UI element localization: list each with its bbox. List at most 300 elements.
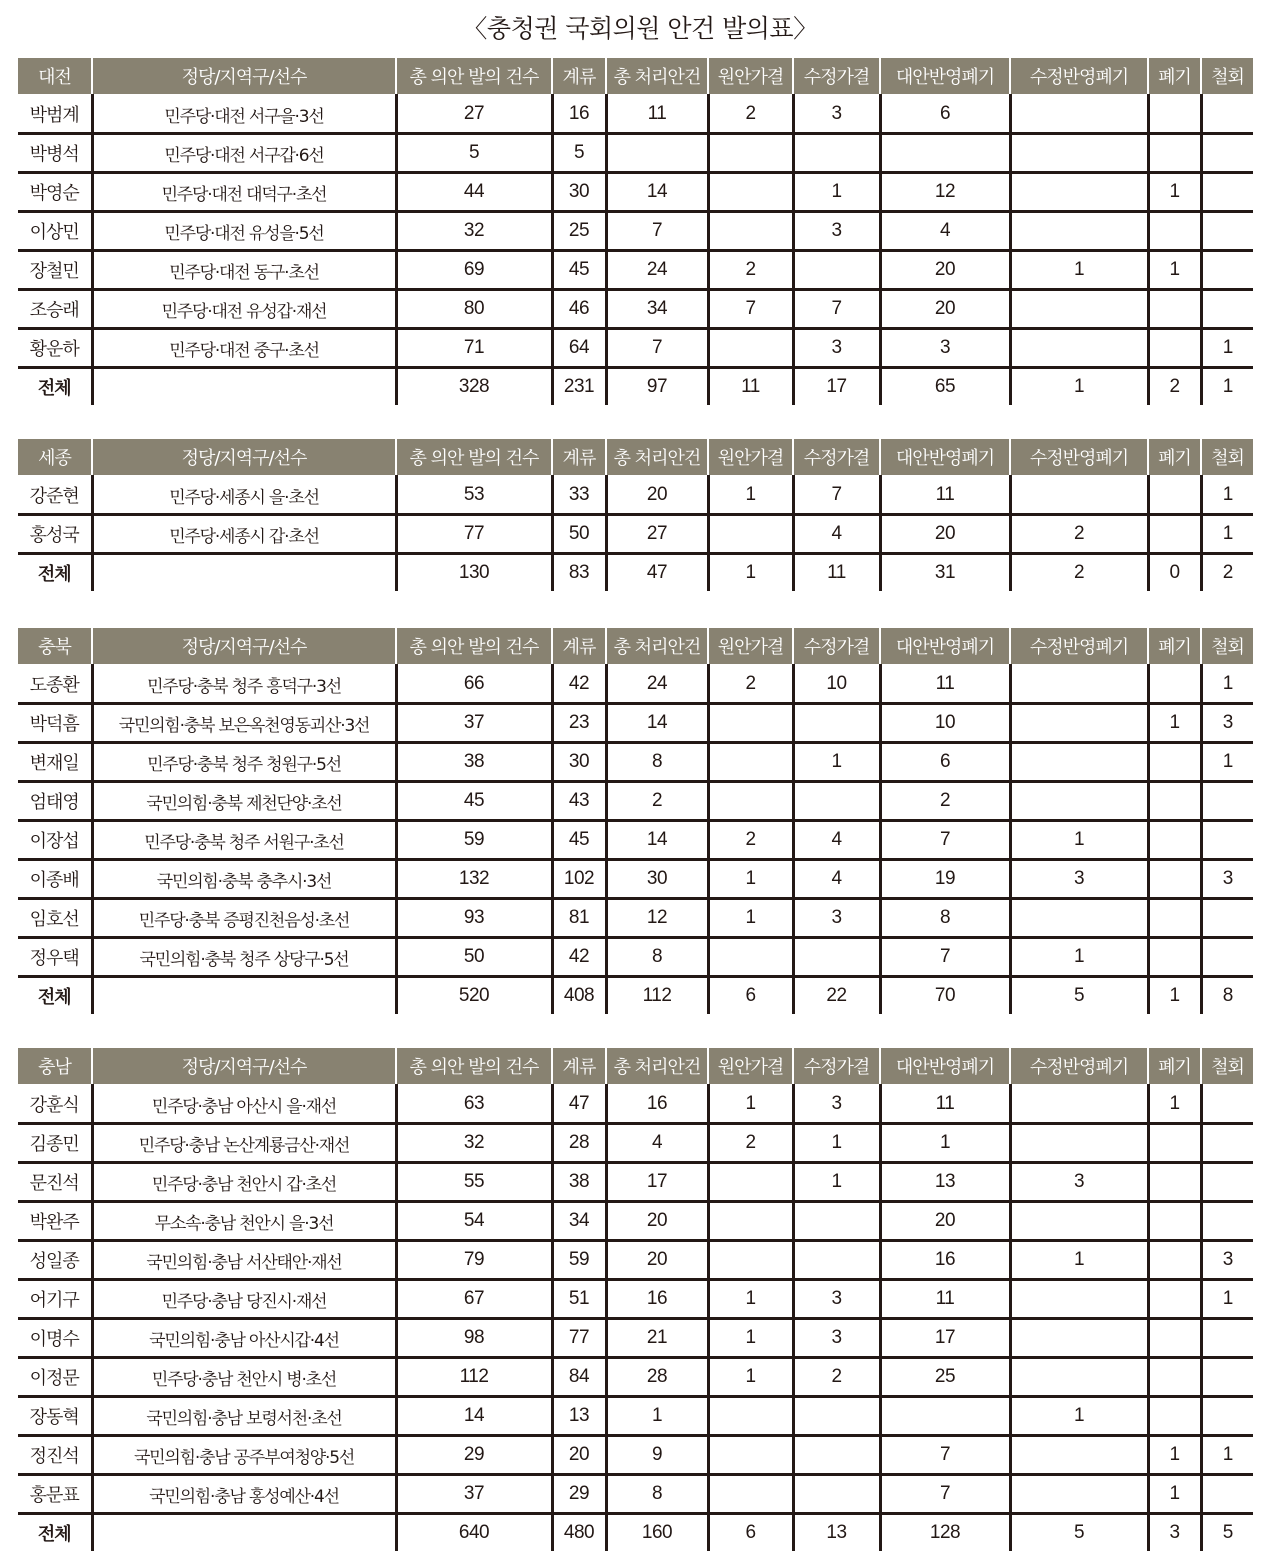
value-cell: 128 (880, 1514, 1010, 1551)
value-cell (1201, 1085, 1253, 1124)
value-cell: 3 (793, 329, 880, 368)
value-cell: 20 (880, 251, 1010, 290)
member-name: 박병석 (18, 134, 92, 173)
page-title: 〈충청권 국회의원 안건 발의표〉 (462, 14, 818, 43)
value-cell (708, 1163, 793, 1202)
value-cell (606, 134, 708, 173)
value-cell: 8 (880, 899, 1010, 938)
table-row (18, 860, 1253, 899)
value-cell: 2 (708, 95, 793, 134)
region-header: 대전 (18, 58, 92, 95)
column-header: 계류 (552, 1048, 606, 1085)
total-label: 전체 (37, 378, 71, 399)
value-cell: 80 (396, 290, 552, 329)
value-cell: 17 (606, 1163, 708, 1202)
value-cell: 1 (1148, 251, 1201, 290)
value-cell (1201, 212, 1253, 251)
table-row (18, 173, 1253, 212)
column-header: 대안반영폐기 (880, 628, 1010, 665)
member-name: 엄태영 (18, 782, 92, 821)
column-header: 원안가결 (708, 628, 793, 665)
value-cell (1010, 1280, 1148, 1319)
value-cell: 17 (793, 368, 880, 406)
column-header: 수정가결 (793, 1048, 880, 1085)
value-cell: 38 (552, 1163, 606, 1202)
value-cell: 13 (552, 1397, 606, 1436)
value-cell: 51 (552, 1280, 606, 1319)
table-header-row (18, 628, 1253, 665)
column-header: 폐기 (1148, 628, 1201, 665)
value-cell (1010, 1085, 1148, 1124)
value-cell (708, 134, 793, 173)
column-header: 수정가결 (793, 58, 880, 95)
value-cell: 79 (396, 1241, 552, 1280)
value-cell: 3 (1201, 860, 1253, 899)
value-cell (708, 1397, 793, 1436)
value-cell: 4 (793, 821, 880, 860)
member-name: 장철민 (18, 251, 92, 290)
value-cell: 1 (1010, 938, 1148, 977)
value-cell: 2 (708, 1124, 793, 1163)
value-cell: 64 (552, 329, 606, 368)
value-cell: 1 (793, 1163, 880, 1202)
value-cell: 130 (396, 554, 552, 592)
table-row (18, 704, 1253, 743)
value-cell: 30 (606, 860, 708, 899)
value-cell: 12 (880, 173, 1010, 212)
value-cell (1201, 1319, 1253, 1358)
table-row (18, 1319, 1253, 1358)
value-cell: 34 (552, 1202, 606, 1241)
value-cell: 21 (606, 1319, 708, 1358)
value-cell (708, 743, 793, 782)
value-cell: 47 (552, 1085, 606, 1124)
party-district-terms (92, 368, 396, 406)
value-cell (708, 329, 793, 368)
value-cell: 1 (708, 1085, 793, 1124)
value-cell: 11 (708, 368, 793, 406)
value-cell: 7 (606, 329, 708, 368)
value-cell: 16 (606, 1280, 708, 1319)
table-row (18, 476, 1253, 515)
value-cell (793, 704, 880, 743)
value-cell (708, 173, 793, 212)
value-cell: 14 (606, 704, 708, 743)
section-chungnam (18, 1048, 1253, 1551)
value-cell: 29 (396, 1436, 552, 1475)
party-district-terms (92, 977, 396, 1015)
value-cell (708, 212, 793, 251)
value-cell: 66 (396, 665, 552, 704)
value-cell: 1 (1010, 821, 1148, 860)
table-row (18, 1241, 1253, 1280)
value-cell: 2 (708, 821, 793, 860)
value-cell: 1 (1201, 515, 1253, 554)
value-cell (880, 134, 1010, 173)
value-cell: 20 (880, 1202, 1010, 1241)
member-name: 정우택 (18, 938, 92, 977)
member-name: 변재일 (18, 743, 92, 782)
table-row (18, 938, 1253, 977)
value-cell: 13 (880, 1163, 1010, 1202)
value-cell: 71 (396, 329, 552, 368)
value-cell: 20 (880, 515, 1010, 554)
value-cell: 20 (606, 1241, 708, 1280)
value-cell (1201, 1202, 1253, 1241)
value-cell: 1 (1201, 1280, 1253, 1319)
total-label: 전체 (37, 987, 71, 1008)
value-cell: 45 (552, 251, 606, 290)
value-cell: 11 (880, 476, 1010, 515)
value-cell (708, 1436, 793, 1475)
value-cell (1148, 290, 1201, 329)
column-header: 철회 (1201, 628, 1253, 665)
member-name: 박덕흠 (18, 704, 92, 743)
value-cell: 6 (880, 743, 1010, 782)
column-header: 총 처리안건 (606, 628, 708, 665)
value-cell: 13 (793, 1514, 880, 1551)
value-cell: 24 (606, 665, 708, 704)
value-cell (1148, 212, 1201, 251)
value-cell (1201, 134, 1253, 173)
value-cell: 70 (880, 977, 1010, 1015)
party-district-terms: 민주당·대전 서구을·3선 (92, 95, 396, 134)
value-cell: 11 (880, 1280, 1010, 1319)
value-cell (1148, 821, 1201, 860)
value-cell: 77 (552, 1319, 606, 1358)
value-cell (1010, 1319, 1148, 1358)
value-cell: 2 (708, 251, 793, 290)
table-row (18, 1085, 1253, 1124)
value-cell (1010, 1475, 1148, 1514)
value-cell: 10 (880, 704, 1010, 743)
party-district-terms: 민주당·충남 천안시 갑·초선 (92, 1163, 396, 1202)
value-cell: 8 (606, 743, 708, 782)
value-cell (708, 1241, 793, 1280)
value-cell: 1 (708, 899, 793, 938)
value-cell: 47 (606, 554, 708, 592)
value-cell: 112 (396, 1358, 552, 1397)
value-cell: 1 (1201, 665, 1253, 704)
party-district-terms: 민주당·세종시 을·초선 (92, 476, 396, 515)
value-cell: 2 (606, 782, 708, 821)
value-cell (1010, 1436, 1148, 1475)
value-cell: 81 (552, 899, 606, 938)
value-cell (1148, 1202, 1201, 1241)
value-cell: 69 (396, 251, 552, 290)
value-cell (1148, 329, 1201, 368)
value-cell: 2 (1010, 515, 1148, 554)
value-cell: 27 (606, 515, 708, 554)
value-cell (1201, 290, 1253, 329)
value-cell: 28 (606, 1358, 708, 1397)
table-row (18, 95, 1253, 134)
value-cell (1148, 1163, 1201, 1202)
value-cell: 1 (1010, 1397, 1148, 1436)
value-cell: 37 (396, 1475, 552, 1514)
value-cell: 83 (552, 554, 606, 592)
value-cell (1201, 899, 1253, 938)
value-cell: 3 (793, 1280, 880, 1319)
value-cell: 24 (606, 251, 708, 290)
value-cell (1010, 1124, 1148, 1163)
value-cell (708, 704, 793, 743)
member-name: 문진석 (18, 1163, 92, 1202)
party-district-terms: 민주당·대전 동구·초선 (92, 251, 396, 290)
value-cell (1148, 938, 1201, 977)
column-header: 총 의안 발의 건수 (396, 439, 552, 476)
value-cell: 0 (1148, 554, 1201, 592)
value-cell: 8 (606, 938, 708, 977)
bill-table (18, 1048, 1253, 1551)
member-name: 김종민 (18, 1124, 92, 1163)
value-cell (1201, 1397, 1253, 1436)
value-cell: 3 (793, 1319, 880, 1358)
party-district-terms: 국민의힘·충남 아산시갑·4선 (92, 1319, 396, 1358)
value-cell (1201, 1475, 1253, 1514)
value-cell (1148, 1241, 1201, 1280)
value-cell: 7 (708, 290, 793, 329)
table-row (18, 899, 1253, 938)
value-cell (793, 1397, 880, 1436)
value-cell: 45 (552, 821, 606, 860)
value-cell: 4 (606, 1124, 708, 1163)
value-cell: 67 (396, 1280, 552, 1319)
value-cell (1201, 251, 1253, 290)
value-cell: 65 (880, 368, 1010, 406)
party-district-terms: 국민의힘·충북 제천단양·초선 (92, 782, 396, 821)
value-cell (708, 938, 793, 977)
value-cell (1148, 1397, 1201, 1436)
value-cell: 7 (606, 212, 708, 251)
value-cell (1010, 329, 1148, 368)
value-cell: 480 (552, 1514, 606, 1551)
value-cell: 17 (880, 1319, 1010, 1358)
column-header: 총 처리안건 (606, 439, 708, 476)
value-cell: 97 (606, 368, 708, 406)
value-cell: 22 (793, 977, 880, 1015)
region-header: 충남 (18, 1048, 92, 1085)
table-row (18, 782, 1253, 821)
table-row (18, 1397, 1253, 1436)
value-cell: 3 (880, 329, 1010, 368)
value-cell (1201, 173, 1253, 212)
value-cell: 25 (552, 212, 606, 251)
column-header: 원안가결 (708, 439, 793, 476)
value-cell: 30 (552, 743, 606, 782)
party-district-terms (92, 554, 396, 592)
value-cell: 3 (793, 95, 880, 134)
column-header: 총 의안 발의 건수 (396, 58, 552, 95)
column-header: 계류 (552, 58, 606, 95)
table-row (18, 821, 1253, 860)
value-cell: 25 (880, 1358, 1010, 1397)
value-cell (793, 134, 880, 173)
value-cell (1201, 938, 1253, 977)
member-name: 박완주 (18, 1202, 92, 1241)
value-cell (1010, 476, 1148, 515)
party-district-terms: 민주당·대전 대덕구·초선 (92, 173, 396, 212)
bill-table (18, 439, 1253, 591)
member-name: 이종배 (18, 860, 92, 899)
column-header: 철회 (1201, 1048, 1253, 1085)
value-cell: 231 (552, 368, 606, 406)
column-header: 수정반영폐기 (1010, 439, 1148, 476)
value-cell: 1 (708, 1280, 793, 1319)
member-name: 임호선 (18, 899, 92, 938)
value-cell: 2 (880, 782, 1010, 821)
column-header: 총 의안 발의 건수 (396, 628, 552, 665)
value-cell: 1 (1148, 977, 1201, 1015)
value-cell (1010, 212, 1148, 251)
value-cell (793, 938, 880, 977)
value-cell: 93 (396, 899, 552, 938)
value-cell (1201, 782, 1253, 821)
value-cell: 1 (1148, 1085, 1201, 1124)
section-sejong (18, 439, 1253, 591)
value-cell: 1 (708, 476, 793, 515)
value-cell: 32 (396, 212, 552, 251)
party-district-terms: 무소속·충남 천안시 을·3선 (92, 1202, 396, 1241)
value-cell: 9 (606, 1436, 708, 1475)
party-district-terms: 민주당·세종시 갑·초선 (92, 515, 396, 554)
value-cell: 8 (1201, 977, 1253, 1015)
value-cell (793, 1436, 880, 1475)
column-header: 폐기 (1148, 439, 1201, 476)
value-cell (1010, 95, 1148, 134)
region-header: 충북 (18, 628, 92, 665)
value-cell: 1 (1148, 1475, 1201, 1514)
column-header: 철회 (1201, 58, 1253, 95)
value-cell: 3 (1201, 704, 1253, 743)
value-cell: 45 (396, 782, 552, 821)
value-cell: 6 (708, 977, 793, 1015)
member-name: 이명수 (18, 1319, 92, 1358)
value-cell: 16 (606, 1085, 708, 1124)
member-name: 황운하 (18, 329, 92, 368)
column-header: 정당/지역구/선수 (92, 628, 396, 665)
value-cell: 3 (793, 1085, 880, 1124)
column-header: 수정가결 (793, 439, 880, 476)
value-cell: 1 (793, 1124, 880, 1163)
party-district-terms: 민주당·충북 증평진천음성·초선 (92, 899, 396, 938)
value-cell: 1 (1201, 368, 1253, 406)
value-cell: 50 (552, 515, 606, 554)
member-name: 박범계 (18, 95, 92, 134)
value-cell: 408 (552, 977, 606, 1015)
party-district-terms: 민주당·충남 논산계룡금산·재선 (92, 1124, 396, 1163)
value-cell (708, 1202, 793, 1241)
section-chungbuk (18, 628, 1253, 1014)
party-district-terms: 민주당·충남 당진시·재선 (92, 1280, 396, 1319)
value-cell: 5 (1010, 1514, 1148, 1551)
value-cell (1010, 665, 1148, 704)
party-district-terms: 민주당·충북 청주 흥덕구·3선 (92, 665, 396, 704)
value-cell: 23 (552, 704, 606, 743)
party-district-terms: 민주당·충북 청주 서원구·초선 (92, 821, 396, 860)
member-name: 조승래 (18, 290, 92, 329)
table-header-row (18, 58, 1253, 95)
party-district-terms: 국민의힘·충남 서산태안·재선 (92, 1241, 396, 1280)
column-header: 원안가결 (708, 58, 793, 95)
value-cell: 3 (1010, 1163, 1148, 1202)
value-cell: 2 (1148, 368, 1201, 406)
column-header: 정당/지역구/선수 (92, 1048, 396, 1085)
table-row (18, 212, 1253, 251)
value-cell (1148, 860, 1201, 899)
value-cell (1148, 515, 1201, 554)
value-cell (1010, 704, 1148, 743)
value-cell: 20 (552, 1436, 606, 1475)
value-cell (1010, 743, 1148, 782)
column-header: 수정가결 (793, 628, 880, 665)
value-cell: 55 (396, 1163, 552, 1202)
value-cell (1148, 899, 1201, 938)
value-cell: 4 (880, 212, 1010, 251)
value-cell (1148, 1280, 1201, 1319)
value-cell: 20 (606, 476, 708, 515)
value-cell: 59 (552, 1241, 606, 1280)
value-cell (793, 1202, 880, 1241)
value-cell (708, 1475, 793, 1514)
column-header: 수정반영폐기 (1010, 58, 1148, 95)
value-cell (1010, 134, 1148, 173)
value-cell: 10 (793, 665, 880, 704)
value-cell: 2 (793, 1358, 880, 1397)
value-cell: 1 (1201, 1436, 1253, 1475)
column-header: 수정반영폐기 (1010, 628, 1148, 665)
value-cell: 37 (396, 704, 552, 743)
party-district-terms: 국민의힘·충남 홍성예산·4선 (92, 1475, 396, 1514)
value-cell (1201, 95, 1253, 134)
column-header: 총 처리안건 (606, 58, 708, 95)
value-cell: 38 (396, 743, 552, 782)
table-row (18, 1280, 1253, 1319)
value-cell: 43 (552, 782, 606, 821)
party-district-terms: 국민의힘·충남 공주부여청양·5선 (92, 1436, 396, 1475)
value-cell: 3 (793, 899, 880, 938)
value-cell: 50 (396, 938, 552, 977)
total-row (18, 554, 1253, 592)
party-district-terms (92, 1514, 396, 1551)
value-cell (1148, 1124, 1201, 1163)
value-cell: 7 (793, 476, 880, 515)
value-cell (708, 782, 793, 821)
value-cell (1148, 1319, 1201, 1358)
value-cell: 1 (708, 1319, 793, 1358)
value-cell: 7 (880, 821, 1010, 860)
value-cell: 1 (880, 1124, 1010, 1163)
total-label: 전체 (37, 1524, 71, 1545)
value-cell: 1 (1148, 173, 1201, 212)
value-cell: 7 (880, 1475, 1010, 1514)
value-cell: 28 (552, 1124, 606, 1163)
table-row (18, 743, 1253, 782)
value-cell: 31 (880, 554, 1010, 592)
value-cell (1148, 95, 1201, 134)
value-cell: 16 (880, 1241, 1010, 1280)
value-cell: 11 (606, 95, 708, 134)
table-row (18, 290, 1253, 329)
value-cell (1201, 1358, 1253, 1397)
value-cell: 8 (606, 1475, 708, 1514)
value-cell: 54 (396, 1202, 552, 1241)
table-row (18, 1436, 1253, 1475)
value-cell: 5 (552, 134, 606, 173)
table-row (18, 1358, 1253, 1397)
value-cell (1010, 899, 1148, 938)
column-header: 총 의안 발의 건수 (396, 1048, 552, 1085)
